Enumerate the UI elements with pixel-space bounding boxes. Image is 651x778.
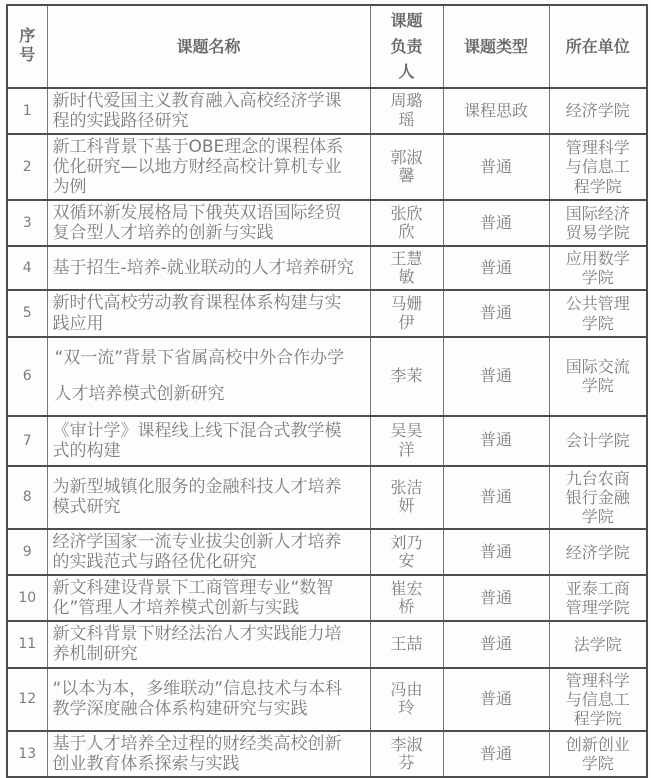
project-title-cell: 新文科背景下财经法治人才实践能力培养机制研究	[47, 621, 370, 667]
table-row	[7, 246, 647, 290]
project-title-cell: 新时代高校劳动教育课程体系构建与实践应用	[47, 290, 370, 336]
table-row	[7, 88, 647, 134]
table-row	[7, 200, 647, 246]
row-index-cell: 5	[7, 290, 47, 336]
project-type-cell: 普通	[443, 337, 549, 416]
project-type-cell: 普通	[443, 290, 549, 336]
table-row	[7, 416, 647, 466]
project-leader-cell: 崔宏桥	[370, 575, 443, 621]
project-unit-cell: 亚泰工商管理学院	[549, 575, 647, 621]
table-row	[7, 668, 647, 732]
project-leader-cell: 王慧敏	[370, 246, 443, 290]
project-type-cell: 普通	[443, 529, 549, 575]
project-leader-cell: 马姗伊	[370, 290, 443, 336]
table-row	[7, 337, 647, 416]
col-header-unit	[549, 5, 647, 88]
project-leader-cell: 郭淑馨	[370, 134, 443, 200]
col-header-title-label: 课题名称	[176, 36, 241, 56]
project-title-cell: 基于人才培养全过程的财经类高校创新创业教育体系探索与实践	[47, 731, 370, 777]
project-type-cell: 普通	[443, 200, 549, 246]
project-leader-cell: 张洁妍	[370, 466, 443, 530]
project-unit-cell: 创新创业学院	[549, 731, 647, 777]
table-row	[7, 731, 647, 777]
project-unit-cell: 经济学院	[549, 529, 647, 575]
project-leader-cell: 张欣欣	[370, 200, 443, 246]
project-type-cell: 普通	[443, 621, 549, 667]
projects-table	[6, 4, 648, 778]
project-unit-cell: 公共管理学院	[549, 290, 647, 336]
project-leader-cell: 周璐瑶	[370, 88, 443, 134]
project-title-cell: 新时代爱国主义教育融入高校经济学课程的实践路径研究	[47, 88, 370, 134]
col-header-index	[7, 5, 47, 88]
row-index-cell: 7	[7, 416, 47, 466]
project-title-cell: 基于招生-培养-就业联动的人才培养研究	[47, 246, 370, 290]
col-header-type	[443, 5, 549, 88]
row-index-cell: 3	[7, 200, 47, 246]
project-unit-cell: 国际交流学院	[549, 337, 647, 416]
project-title-cell: “以本为本，多维联动”信息技术与本科教学深度融合体系构建研究与实践	[47, 668, 370, 732]
project-type-cell: 普通	[443, 731, 549, 777]
project-unit-cell: 法学院	[549, 621, 647, 667]
project-type-cell: 普通	[443, 246, 549, 290]
project-unit-cell: 国际经济贸易学院	[549, 200, 647, 246]
col-header-unit-label: 所在单位	[565, 36, 630, 56]
row-index-cell: 12	[7, 668, 47, 732]
project-leader-cell: 李淑芬	[370, 731, 443, 777]
project-unit-cell: 经济学院	[549, 88, 647, 134]
project-title-cell: 新文科建设背景下工商管理专业“数智化”管理人才培养模式创新与实践	[47, 575, 370, 621]
project-type-cell: 普通	[443, 416, 549, 466]
project-unit-cell: 会计学院	[549, 416, 647, 466]
table-row	[7, 290, 647, 336]
project-leader-cell: 王喆	[370, 621, 443, 667]
col-header-leader	[370, 5, 443, 88]
project-type-cell: 普通	[443, 466, 549, 530]
project-unit-cell: 管理科学与信息工程学院	[549, 134, 647, 200]
row-index-cell: 6	[7, 337, 47, 416]
project-type-cell: 课程思政	[443, 88, 549, 134]
row-index-cell: 11	[7, 621, 47, 667]
project-leader-cell: 吴昊洋	[370, 416, 443, 466]
table-body	[7, 88, 647, 777]
table-row	[7, 134, 647, 200]
table-row	[7, 466, 647, 530]
col-header-type-label: 课题类型	[463, 36, 528, 56]
table-row	[7, 621, 647, 667]
project-leader-cell: 冯由玲	[370, 668, 443, 732]
row-index-cell: 8	[7, 466, 47, 530]
project-title-cell: “双一流”背景下省属高校中外合作办学人才培养模式创新研究	[47, 337, 370, 416]
project-title-cell: 《审计学》课程线上线下混合式教学模式的构建	[47, 416, 370, 466]
project-type-cell: 普通	[443, 575, 549, 621]
table-row	[7, 529, 647, 575]
project-title-cell: 经济学国家一流专业拔尖创新人才培养的实践范式与路径优化研究	[47, 529, 370, 575]
row-index-cell: 4	[7, 246, 47, 290]
row-index-cell: 2	[7, 134, 47, 200]
project-title-cell: 新工科背景下基于OBE理念的课程体系优化研究—以地方财经高校计算机专业为例	[47, 134, 370, 200]
col-header-index-label: 序号	[19, 26, 36, 65]
project-unit-cell: 管理科学与信息工程学院	[549, 668, 647, 732]
project-leader-cell: 刘乃安	[370, 529, 443, 575]
project-type-cell: 普通	[443, 134, 549, 200]
project-unit-cell: 应用数学学院	[549, 246, 647, 290]
project-unit-cell: 九台农商银行金融学院	[549, 466, 647, 530]
header-row	[7, 5, 647, 88]
row-index-cell: 13	[7, 731, 47, 777]
table-header	[7, 5, 647, 88]
table-row	[7, 575, 647, 621]
project-title-cell: 双循环新发展格局下俄英双语国际经贸复合型人才培养的创新与实践	[47, 200, 370, 246]
project-title-cell: 为新型城镇化服务的金融科技人才培养模式研究	[47, 466, 370, 530]
project-type-cell: 普通	[443, 668, 549, 732]
row-index-cell: 9	[7, 529, 47, 575]
project-leader-cell: 李茉	[370, 337, 443, 416]
col-header-leader-label: 课题负责人	[390, 11, 423, 82]
row-index-cell: 10	[7, 575, 47, 621]
col-header-title	[47, 5, 370, 88]
row-index-cell: 1	[7, 88, 47, 134]
